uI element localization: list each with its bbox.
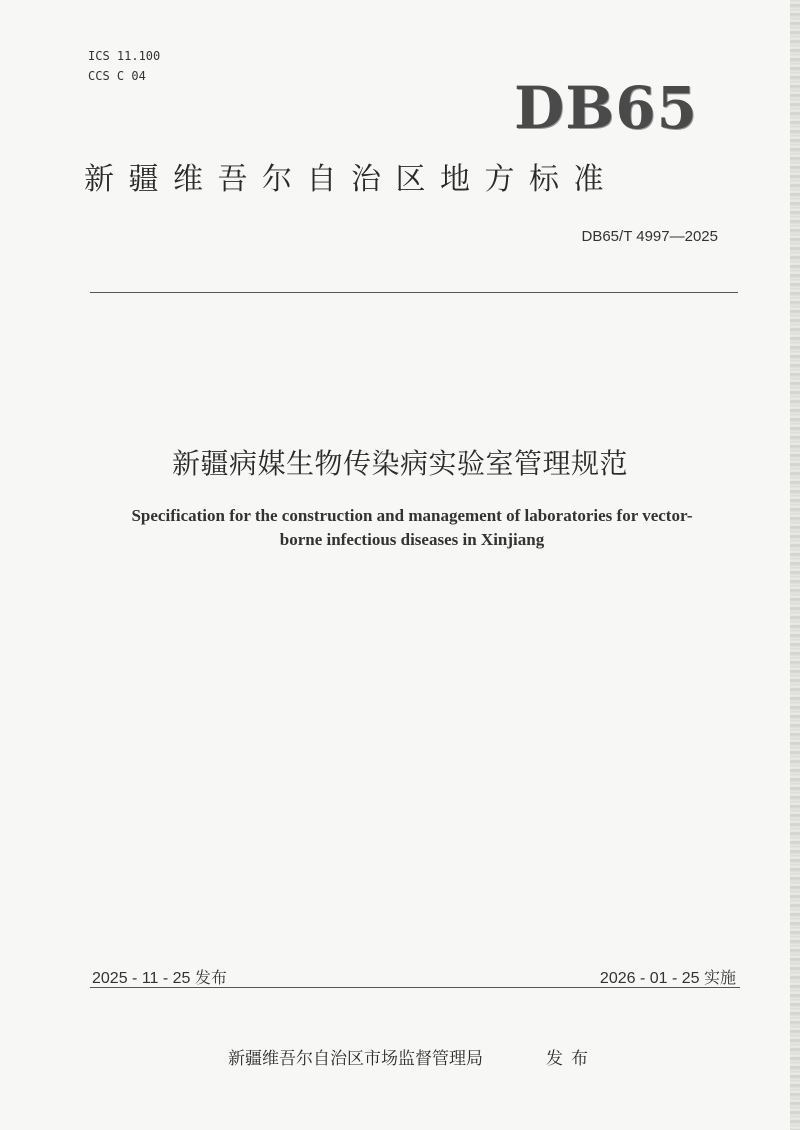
top-divider bbox=[90, 292, 738, 293]
publish-date: 2025 - 11 - 25 发布 bbox=[92, 970, 227, 987]
title-english-line2: borne infectious diseases in Xinjiang bbox=[279, 530, 545, 549]
standard-category: 新疆维吾尔自治区地方标准 bbox=[84, 162, 618, 197]
scan-edge bbox=[790, 0, 800, 1130]
title-chinese: 新疆病媒生物传染病实验室管理规范 bbox=[171, 447, 628, 480]
title-english-line1: Specification for the construction and management of laboratories for vector- bbox=[131, 506, 693, 525]
standard-number: DB65/T 4997—2025 bbox=[581, 228, 718, 245]
issuing-authority: 新疆维吾尔自治区市场监督管理局 bbox=[228, 1049, 483, 1069]
bottom-divider bbox=[90, 987, 740, 988]
classification-codes bbox=[88, 46, 160, 86]
title-english bbox=[92, 504, 732, 552]
ics-code: ICS 11.100 bbox=[88, 49, 161, 63]
ccs-code: CCS C 04 bbox=[88, 69, 146, 83]
issue-label: 发布 bbox=[546, 1049, 596, 1069]
db65-logo: DB65 bbox=[514, 74, 699, 142]
implement-date: 2026 - 01 - 25 实施 bbox=[599, 970, 736, 987]
